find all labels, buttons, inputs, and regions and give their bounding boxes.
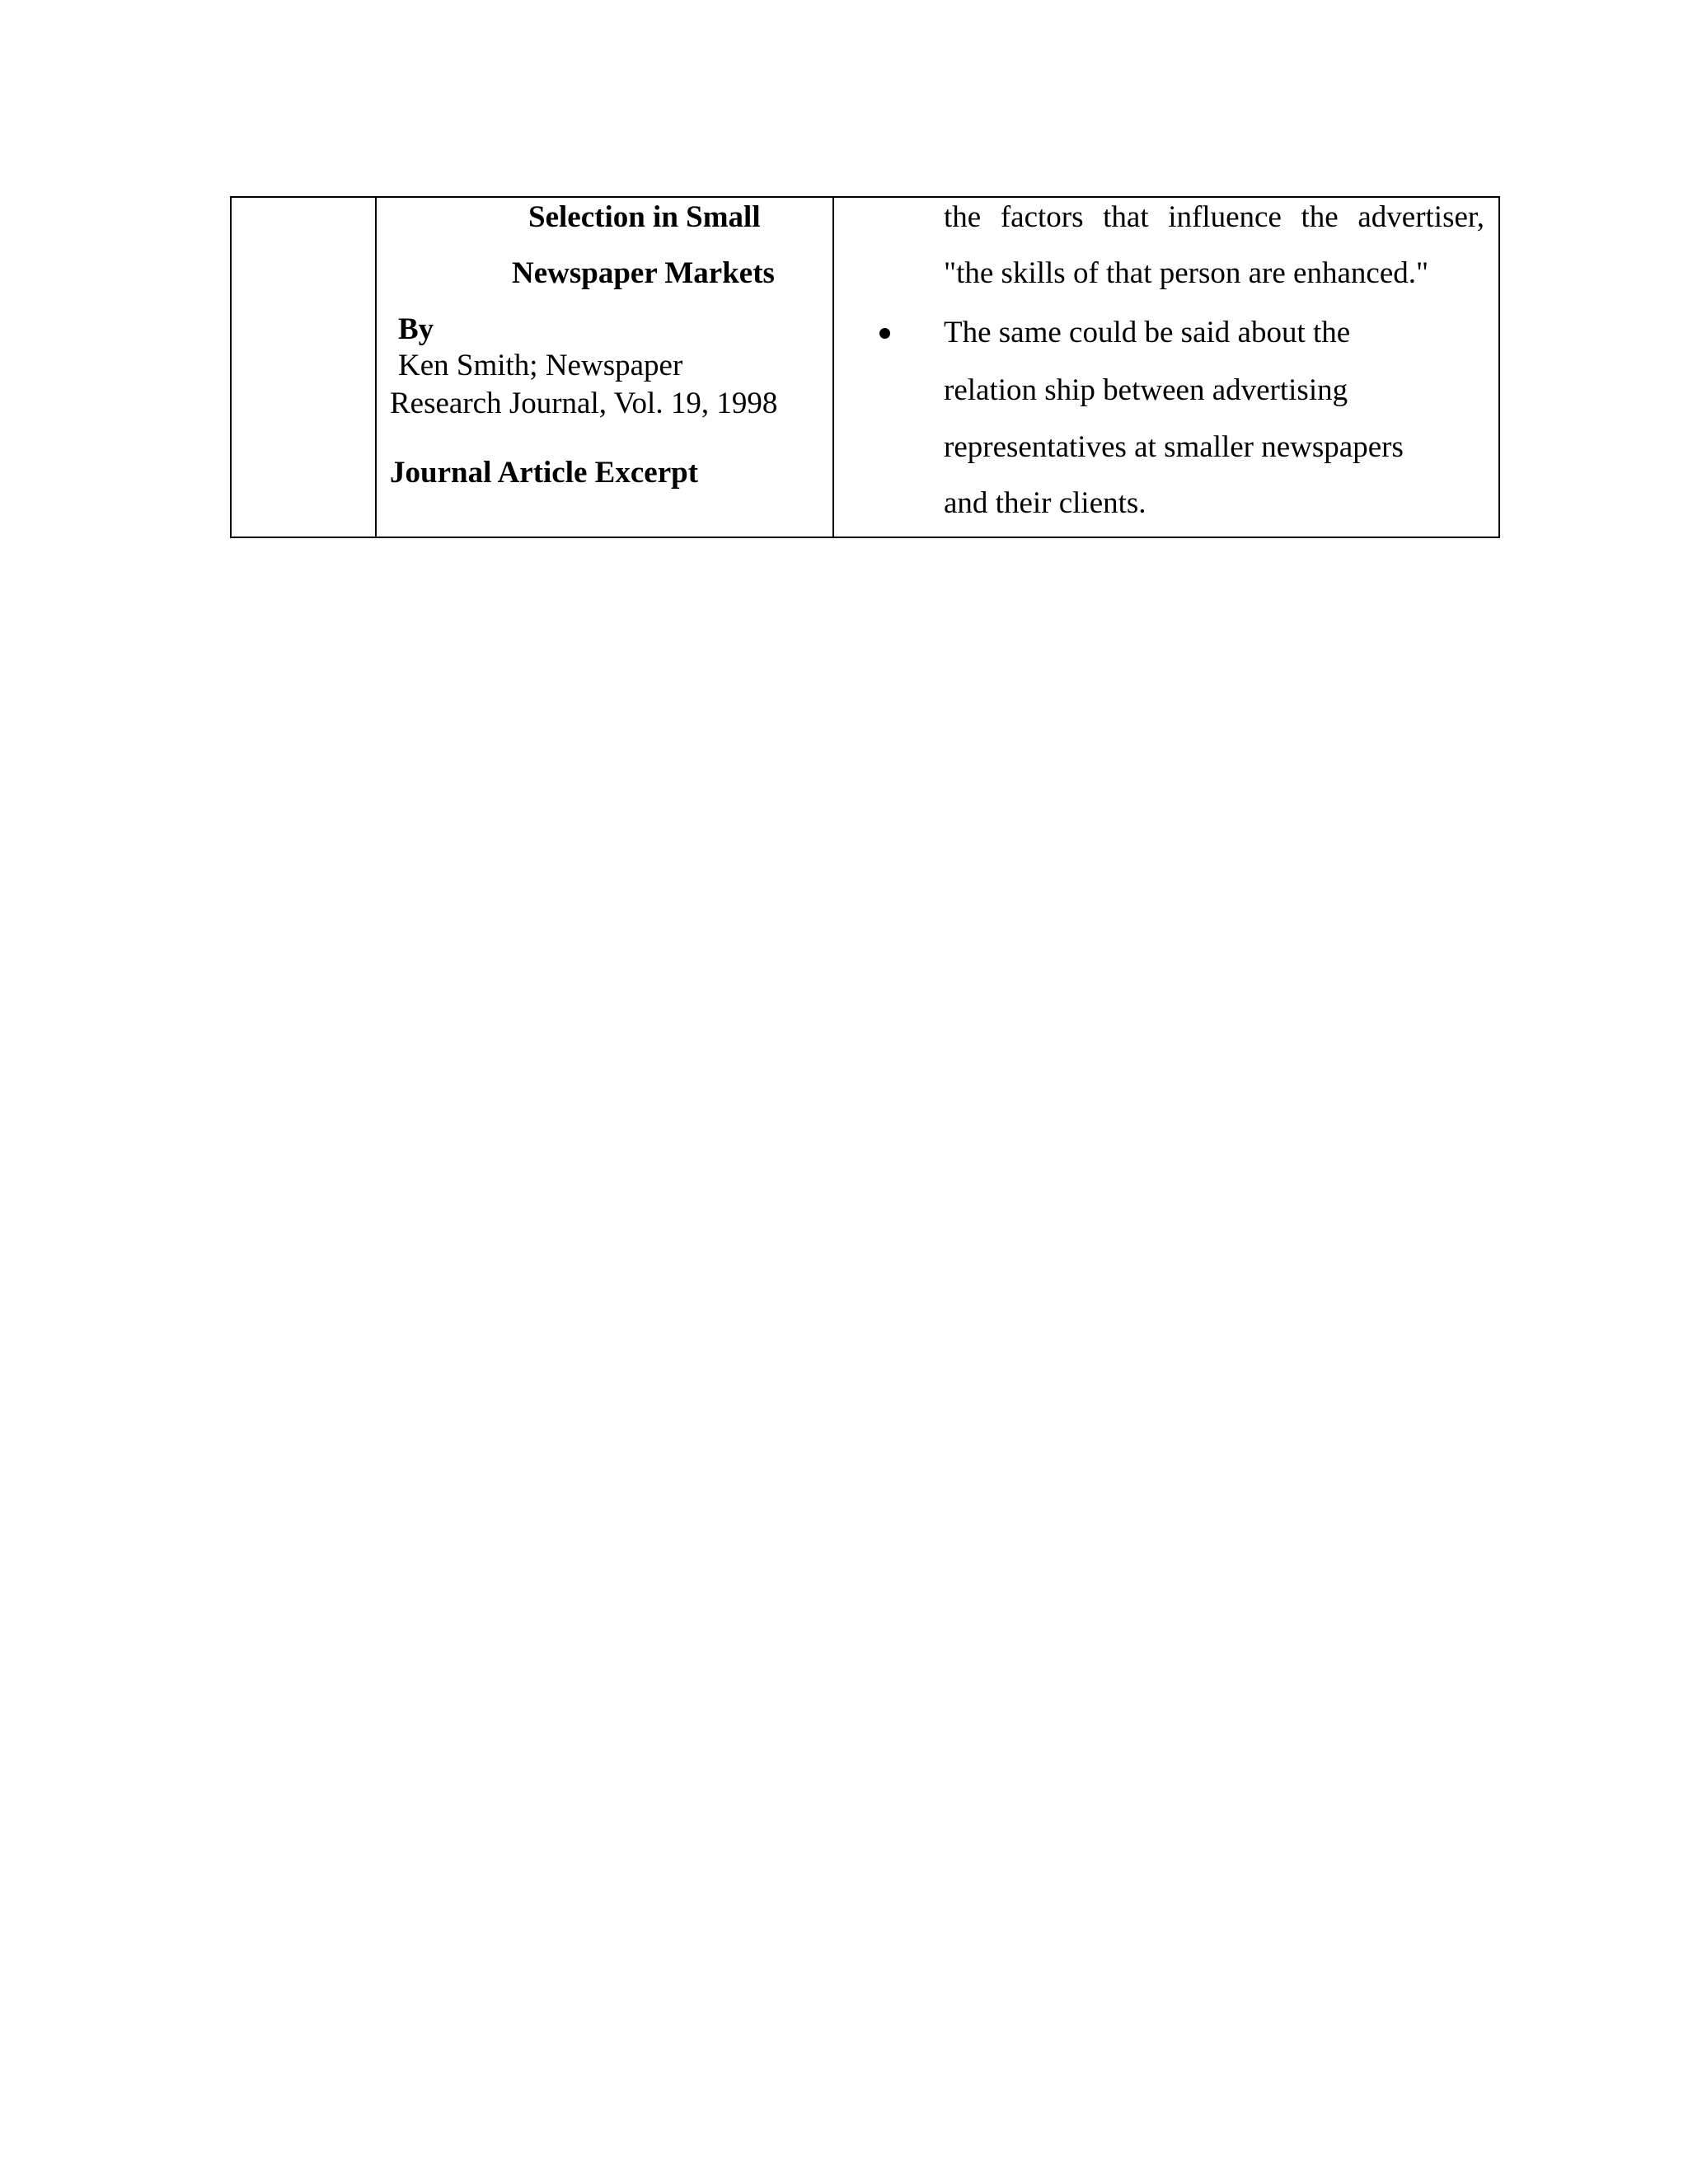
article-title-line-1: Selection in Small xyxy=(528,200,761,234)
word: the xyxy=(944,200,982,234)
author-line-2: Research Journal, Vol. 19, 1998 xyxy=(390,387,778,420)
citation-cell xyxy=(377,198,832,537)
bullet-text-line-2: relation ship between advertising xyxy=(944,373,1348,407)
bullet-text-line-1: The same could be said about the xyxy=(944,316,1351,349)
notes-cell xyxy=(834,198,1498,537)
article-type-label: Journal Article Excerpt xyxy=(390,456,699,490)
word: the xyxy=(1301,200,1339,234)
by-label: By xyxy=(398,312,434,346)
bullet-text-line-3: representatives at smaller newspapers xyxy=(944,430,1404,464)
continuation-line-2: "the skills of that person are enhanced." xyxy=(944,256,1429,290)
document-table xyxy=(230,196,1500,538)
empty-first-column xyxy=(232,198,375,537)
word: influence xyxy=(1168,200,1282,234)
article-title-line-2: Newspaper Markets xyxy=(512,256,775,290)
word: factors xyxy=(1000,200,1084,234)
author-line-1: Ken Smith; Newspaper xyxy=(398,349,683,382)
bullet-text-line-4: and their clients. xyxy=(944,486,1146,520)
word: advertiser, xyxy=(1357,200,1484,234)
continuation-line-1 xyxy=(944,199,1484,236)
bullet-icon xyxy=(879,328,890,339)
word: that xyxy=(1103,200,1149,234)
